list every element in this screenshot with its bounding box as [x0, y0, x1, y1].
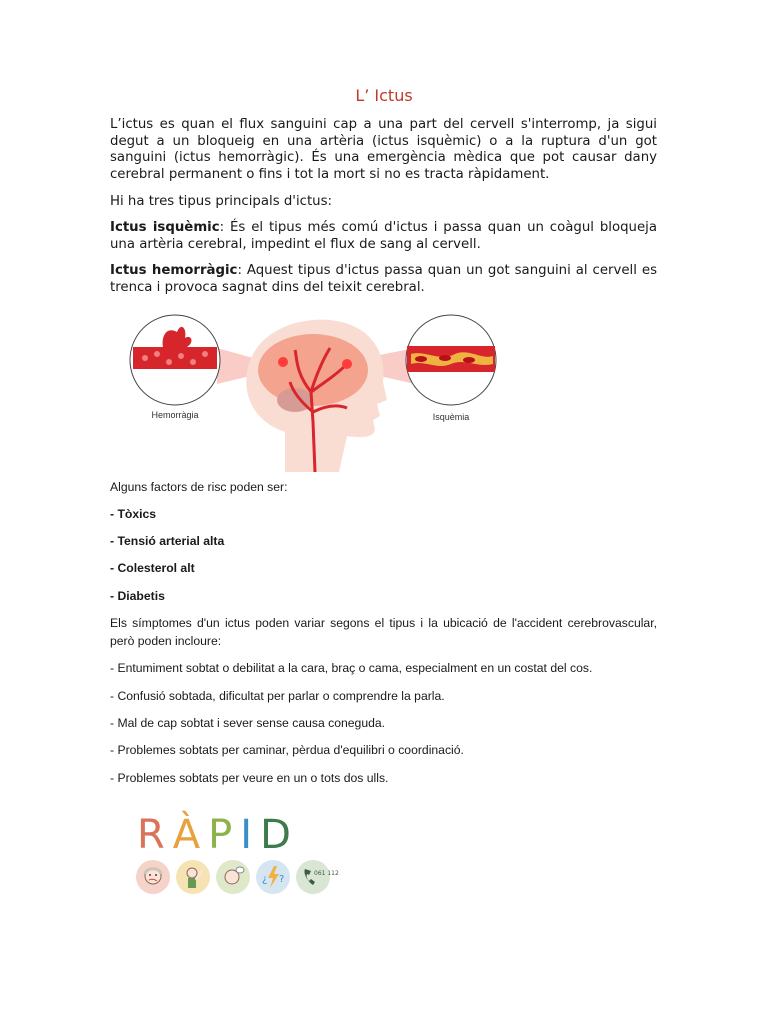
- type-ischemic-name: Ictus isquèmic: [110, 220, 220, 235]
- rapid-logo: [130, 812, 340, 912]
- symptom-item: - Confusió sobtada, dificultat per parlar o comprendre la parla.: [110, 689, 445, 703]
- risk-factor-item: - Tòxics: [110, 507, 157, 521]
- lightning-question-icon: [256, 860, 290, 894]
- types-intro: Hi ha tres tipus principals d'ictus:: [110, 194, 332, 209]
- risk-factor-item: - Diabetis: [110, 589, 165, 603]
- phone-icon: [296, 860, 339, 894]
- page-title: L’ Ictus: [355, 86, 413, 105]
- risk-intro: Alguns factors de risc poden ser:: [110, 480, 288, 494]
- ischemia-label: Isquèmia: [432, 412, 470, 422]
- type-hemorrhagic-name: Ictus hemorràgic: [110, 263, 238, 278]
- face-icon: [136, 860, 170, 894]
- type-ischemic-paragraph: [110, 220, 657, 253]
- risk-factor-item: - Colesterol alt: [110, 561, 195, 575]
- symptom-item: - Mal de cap sobtat i sever sense causa coneguda.: [110, 716, 386, 730]
- rapid-letter-i: I: [240, 812, 261, 858]
- rapid-letter-r: R: [137, 812, 173, 858]
- rapid-letter-a: À: [172, 812, 209, 858]
- symptom-item: - Problemes sobtats per veure en un o tots dos ulls.: [110, 771, 389, 785]
- symptom-item: - Problemes sobtats per caminar, pèrdua d'equilibri o coordinació.: [110, 743, 464, 757]
- rapid-letter-p: P: [208, 812, 241, 858]
- phone-number-text: 061 112: [314, 870, 339, 877]
- rapid-letter-d: D: [260, 812, 299, 858]
- svg-text:¿: ¿: [262, 874, 268, 885]
- risk-factor-item: - Tensió arterial alta: [110, 534, 225, 548]
- symptom-item: - Entumiment sobtat o debilitat a la cara, braç o cama, especialment en un costat del cos.: [110, 661, 593, 675]
- stroke-illustration: [125, 312, 505, 472]
- speech-icon: [216, 860, 250, 894]
- symptoms-intro: Els símptomes d'un ictus poden variar segons el tipus i la ubicació de l'accident cerebrovascular, però poden incloure:: [110, 616, 657, 648]
- intro-paragraph: L’ictus es quan el flux sanguini cap a una part del cervell s'interromp, ja sigui degut a un bloqueig en una artèria (ictus isquèmic) o a la ruptura d'un got sanguini (ictus hemorràgic). És una emergència mèdica que pot causar dany cerebral permanent o fins i tot la mort si no es tracta ràpidament.: [110, 117, 657, 183]
- type-hemorrhagic-text: : Aquest tipus d'ictus passa quan un got sanguini al cervell es trenca i provoca sagnat dins del teixit cerebral.: [110, 263, 658, 295]
- type-ischemic-text: : És el tipus més comú d'ictus i passa quan un coàgul bloqueja una artèria cerebral, impedint el flux de sang al cervell.: [110, 220, 657, 252]
- rapid-letters: [137, 812, 299, 858]
- svg-text:?: ?: [279, 874, 285, 885]
- hemorrhage-label: Hemorràgia: [151, 410, 199, 420]
- type-hemorrhagic-paragraph: [110, 263, 657, 296]
- arm-icon: [176, 860, 210, 894]
